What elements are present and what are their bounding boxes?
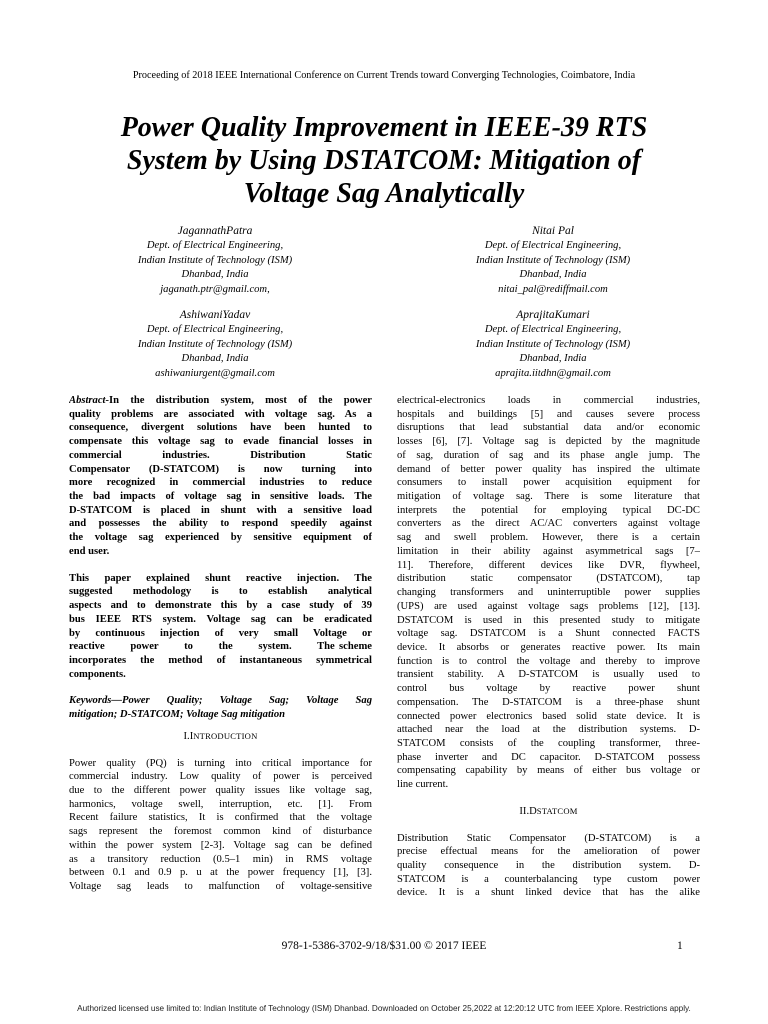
author-name: JagannathPatra [177, 225, 253, 237]
right-column [397, 394, 700, 900]
title-line: Voltage Sag Analytically [243, 178, 525, 209]
body-line: Recent failure statistics, It is confirmed that the voltage [69, 812, 372, 824]
license-notice: Authorized licensed use limited to: Indian Institute of Technology (ISM) Dhanbad. Downloaded on October 25,2022 at 12:20:12 UTC from IEEE Xplore. Restrictions apply. [77, 1004, 691, 1013]
body-line: of sag, duration of sag and its phase angle jump. The [397, 449, 700, 461]
body-line: sags represent the foremost common kind of disturbance [69, 826, 372, 838]
body-line: device. It is a shunt linked device that has the alike [397, 887, 700, 899]
proceeding-header: Proceeding of 2018 IEEE International Conference on Current Trends toward Converging Technologies, Coimbatore, India [132, 70, 636, 81]
body-line: demand of better power quality has inspired the ultimate [397, 463, 700, 475]
author-name: AprajitaKumari [516, 309, 590, 321]
author-email: aprajita.iitdhn@gmail.com [495, 367, 611, 379]
author-block [428, 224, 678, 297]
page-number: 1 [677, 940, 683, 952]
body-line: attached near the load at the distribution systems. D- [397, 724, 700, 736]
body-line: compensation. The D-STATCOM is a three-phase shunt [397, 696, 700, 708]
abstract-label: Abstract- [69, 395, 110, 406]
abstract-line: suggested methodology is to establish analytical [69, 586, 372, 598]
abstract-line: incorporates the method of instantaneous symmetrical [69, 654, 372, 666]
abstract-line: compensate this voltage sag to evade financial losses in [69, 436, 372, 448]
author-dept: Dept. of Electrical Engineering, [484, 240, 622, 251]
body-line: (UPS) are used against voltage sags problems [12], [13]. [397, 600, 700, 612]
author-email: nitai_pal@rediffmail.com [498, 283, 608, 295]
body-line: electrical-electronics loads in commercial industries, [397, 395, 700, 406]
body-line: STATCOM is a counterbalancing type custom power [397, 873, 700, 885]
author-block [90, 308, 340, 381]
left-column [69, 394, 372, 894]
body-line: consumers to install power acquisition equipment for [397, 477, 700, 489]
title-line: System by Using DSTATCOM: Mitigation of [126, 145, 642, 176]
body-line: compensating capability by means of either bus voltage or [397, 765, 700, 777]
author-name: Nitai Pal [532, 225, 574, 237]
body-line: between 0.1 and 0.9 p. u at the power frequency [1], [3]. [69, 867, 372, 879]
body-line: DSTATCOM is used in this presented study to mitigate [397, 614, 700, 626]
author-city: Dhanbad, India [181, 269, 249, 280]
author-dept: Dept. of Electrical Engineering, [484, 324, 622, 335]
author-institute: Indian Institute of Technology (ISM) [475, 254, 631, 266]
section-heading-introduction: I.INTRODUCTION [183, 730, 258, 742]
abstract-line: This paper explained shunt reactive injection. The [69, 572, 372, 584]
body-line: Voltage sag leads to malfunction of voltage-sensitive [69, 881, 372, 892]
body-line: limitation in their ability against asymmetrical sags [7– [397, 545, 700, 557]
author-email: jaganath.ptr@gmail.com, [160, 283, 270, 295]
author-city: Dhanbad, India [519, 353, 587, 364]
body-line: control bus voltage by reactive power shunt [397, 683, 700, 695]
abstract-line: end user. [69, 545, 110, 557]
body-line: interprets the potential for employing typical DC-DC [397, 504, 700, 516]
abstract-line: quality problems are associated with voltage sag. As a [69, 408, 372, 420]
author-institute: Indian Institute of Technology (ISM) [137, 254, 293, 266]
abstract-line: commercial industries. Distribution Static [69, 449, 372, 461]
abstract-line: more recognized in commercial industries to reduce [69, 477, 372, 489]
body-line: converters as the direct AC/AC converters against voltage [397, 518, 700, 530]
abstract-line: consequence, divergent solutions have been hunted to [69, 422, 372, 434]
body-line: Power quality (PQ) is turning into critical importance for [69, 757, 372, 769]
body-line: changing transformers and uninterruptible power supplies [397, 587, 700, 599]
body-line: within the power system [2-3]. Voltage sag can be defined [69, 839, 372, 851]
author-block [90, 224, 340, 297]
body-line: function is to control the voltage and thereby to improve [397, 655, 700, 667]
body-line: commercial industry. Low quality of power is perceived [69, 771, 372, 783]
body-line: STATCOM consists of the coupling transformer, three- [397, 737, 700, 749]
keywords-line: mitigation; D-STATCOM; Voltage Sag mitigation [69, 709, 286, 721]
body-line: phase inverter and DC capacitor. D-STATCOM possess [397, 751, 700, 763]
author-email: ashiwaniurgent@gmail.com [155, 367, 275, 379]
body-line: distribution static compensator (DSTATCOM), tap [397, 573, 700, 585]
body-line: disruptions that lead substantial data and/or economic [397, 422, 700, 434]
body-line: 11]. Therefore, different devices like DVR, flywheel, [397, 559, 700, 571]
body-line: hospitals and buildings [5] and causes severe process [397, 408, 700, 420]
author-dept: Dept. of Electrical Engineering, [146, 240, 284, 251]
body-line: voltage sag. DSTATCOM is a Shunt connected FACTS [397, 628, 700, 640]
abstract-line: the bad impacts of voltage sag in sensitive loads. The [69, 491, 372, 503]
abstract-line: Abstract-In the distribution system, most of the power [69, 395, 372, 406]
body-line: sag and swell problem. However, there is a certain [397, 532, 700, 544]
title-line: Power Quality Improvement in IEEE-39 RTS [120, 112, 648, 143]
author-city: Dhanbad, India [181, 353, 249, 364]
author-institute: Indian Institute of Technology (ISM) [475, 338, 631, 350]
author-city: Dhanbad, India [519, 269, 587, 280]
section-heading-dstatcom: II.DSTATCOM [519, 805, 578, 817]
body-line: quality consequence in the distribution system. D- [397, 860, 700, 871]
abstract-line: reactive power to the system. The scheme [69, 641, 372, 653]
author-dept: Dept. of Electrical Engineering, [146, 324, 284, 335]
abstract-line: aspects and to demonstrate this by a case study of 39 [69, 600, 372, 612]
body-line: due to the different power quality issues like voltage sag, [69, 784, 372, 796]
body-line: precise effectual means for the amelioration of power [397, 846, 700, 858]
abstract-line: and possesses the ability to respond speedily against [69, 518, 372, 530]
keywords-line: Keywords—Power Quality; Voltage Sag; Voltage Sag [69, 695, 372, 707]
abstract-line: components. [69, 668, 126, 680]
body-line: transient stability. A D-STATCOM is usually used to [397, 669, 700, 681]
body-line: Distribution Static Compensator (D-STATCOM) is a [397, 832, 700, 844]
abstract-line: Compensator (D-STATCOM) is now turning into [69, 463, 372, 475]
author-name: AshiwaniYadav [179, 309, 251, 321]
abstract-line: D-STATCOM is placed in shunt with a sensitive load [69, 504, 372, 516]
body-line: line current. [397, 779, 449, 791]
isbn-footer: 978-1-5386-3702-9/18/$31.00 © 2017 IEEE [281, 940, 487, 952]
body-line: device. It absorbs or generates reactive power. Its main [397, 641, 700, 653]
author-institute: Indian Institute of Technology (ISM) [137, 338, 293, 350]
abstract-line: by continuous injection of very small Voltage or [69, 627, 372, 639]
paper-title [40, 111, 728, 210]
body-line: connected power electronics based solid state device. It is [397, 710, 700, 722]
body-line: harmonics, voltage swell, interruption, etc. [1]. From [69, 798, 372, 810]
body-line: as a transitory reduction (0.5–1 min) in RMS voltage [69, 853, 372, 865]
keywords-label: Keywords— [69, 695, 122, 707]
body-line: mitigation of voltage sag. There is some literature that [397, 491, 700, 503]
author-block [428, 308, 678, 381]
abstract-line: bus IEEE RTS system. Voltage sag can be eradicated [69, 613, 372, 625]
body-line: losses [6], [7]. Voltage sag is depicted by the magnitude [397, 436, 700, 448]
abstract-line: the voltage sag experienced by sensitive equipment of [69, 532, 372, 544]
